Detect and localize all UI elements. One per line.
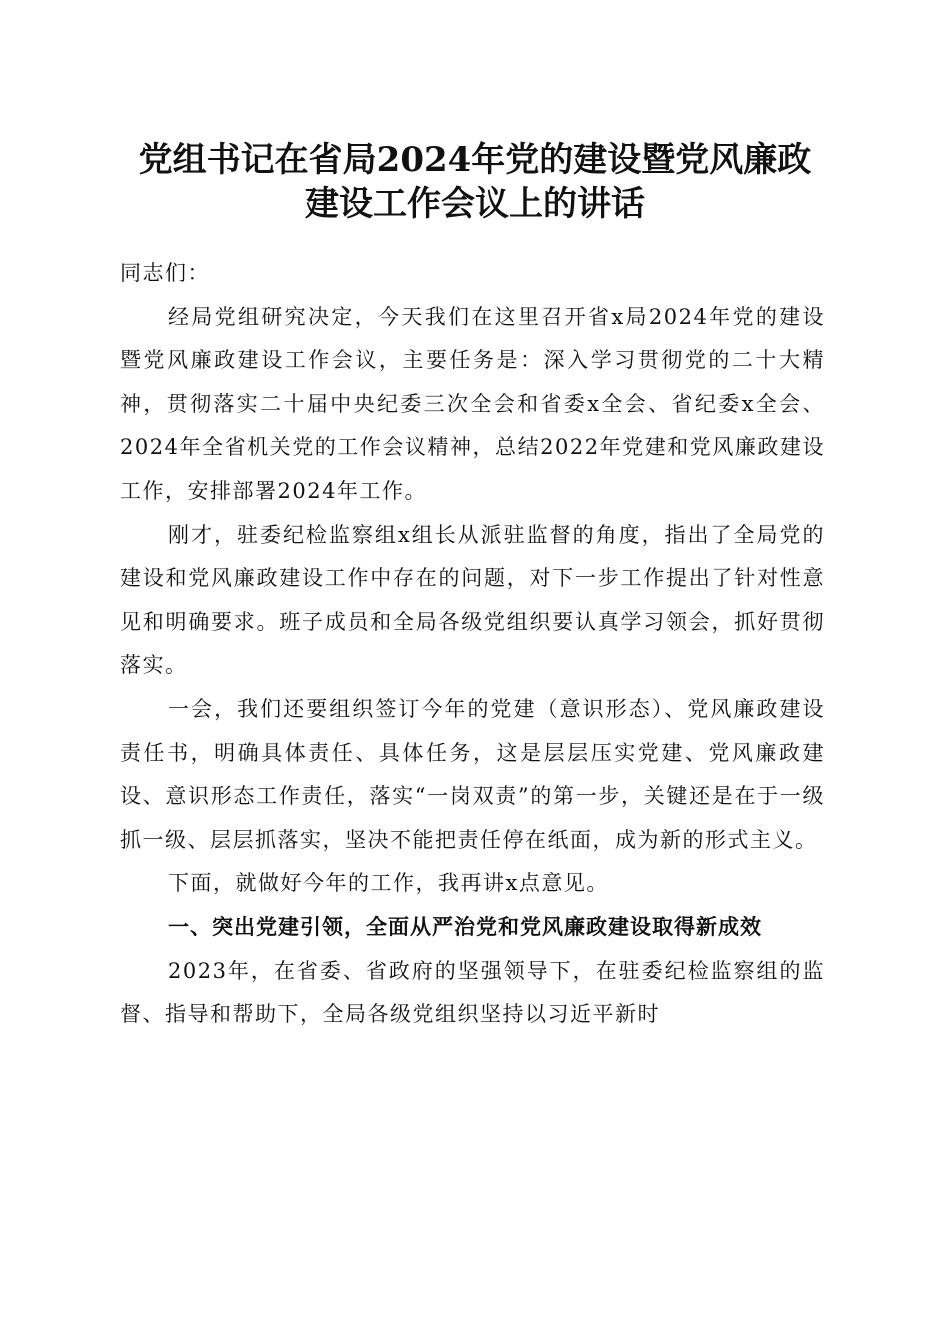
paragraph-2: 刚才，驻委纪检监察组x组长从派驻监督的角度，指出了全局党的建设和党风廉政建设工作中存在的问题，对下一步工作提出了针对性意见和明确要求。班子成员和全局各级党组织要认真学习领会，抓好贯彻落实。 [120,522,825,678]
paragraph-1: 经局党组研究决定，今天我们在这里召开省x局2024年党的建设暨党风廉政建设工作会议，主要任务是：深入学习贯彻党的二十大精神，贯彻落实二十届中央纪委三次全会和省委x全会、省纪委x全会、2024年全省机关党的工作会议精神，总结2022年党建和党风廉政建设工作，安排部署2024年工作。 [120,304,825,503]
document-body [120,252,825,1037]
salutation: 同志们： [120,261,210,285]
document-title-line-2: 建设工作会议上的讲话 [305,184,645,224]
paragraph-4: 下面，就做好今年的工作，我再讲x点意见。 [168,871,609,896]
section-1-heading: 一、突出党建引领，全面从严治党和党风廉政建设取得新成效 [168,914,762,939]
section-1-paragraph: 2023年，在省委、省政府的坚强领导下，在驻委纪检监察组的监督、指导和帮助下，全局各级党组织坚持以习近平新时 [120,958,825,1027]
paragraph-3: 一会，我们还要组织签订今年的党建（意识形态）、党风廉政建设责任书，明确具体责任、具体任务，这是层层压实党建、党风廉政建设、意识形态工作责任，落实“一岗双责”的第一步，关键还是在于一级抓一级、层层抓落实，坚决不能把责任停在纸面，成为新的形式主义。 [120,696,825,852]
document-title-line-1: 党组书记在省局2024年党的建设暨党风廉政 [138,140,812,180]
